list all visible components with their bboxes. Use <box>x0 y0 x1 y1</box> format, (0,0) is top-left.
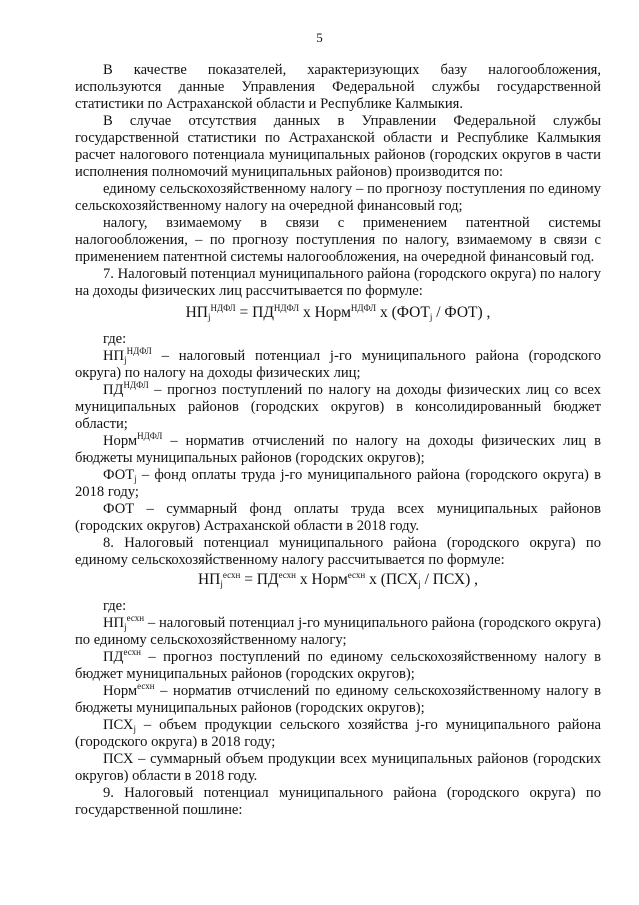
paragraph: В случае отсутствия данных в Управлении Федеральной службы государственной статистики по Астраханской области и Республике Калмыкия расчет налогового потенциала муниципальных районов (городских округов в части исполнения полномочий муниципальных районов) производится по: <box>75 113 601 180</box>
paragraph: 8. Налоговый потенциал муниципального района (городского округа) по единому сельскохозяйственному налогу рассчитывается по формуле: <box>75 535 601 568</box>
paragraph: налогу, взимаемому в связи с применением патентной системы налогообложения, – по прогнозу поступления по налогу, взимаемому в связи с применением патентной системы налогообложения, на очередной финансовый год. <box>75 215 601 265</box>
paragraph: единому сельскохозяйственному налогу – по прогнозу поступления по единому сельскохозяйственному налогу на очередной финансовый год; <box>75 181 601 214</box>
definition: Норм$^{НДФЛ}$ – норматив отчислений по налогу на доходы физических лиц в бюджеты муниципальных районов (городских округов); <box>75 431 601 466</box>
definition: $НП_j^{НДФЛ}$ – налоговый потенциал j-го муниципального района (городского округа) по налогу на доходы физических лиц; <box>75 346 601 381</box>
definition: Норм$^{есхн}$ – норматив отчислений по единому сельскохозяйственному налогу в бюджеты муниципальных районов (городских округов); <box>75 681 601 716</box>
definition: $ФОТ_j$ – фонд оплаты труда j-го муниципального района (городского округа) в 2018 году; <box>75 467 601 500</box>
formula-ndfl: $НП_j^{НДФЛ} = ПД^{НДФЛ}$ х Норм$^{НДФЛ}$ х $(ФОТ_j / ФОТ)$ , <box>185 303 491 322</box>
definition: $НП_j^{есхн}$ – налоговый потенциал j-го муниципального района (городского округа) по единому сельскохозяйственному налогу; <box>75 613 601 648</box>
page-body <box>75 62 601 819</box>
paragraph: 9. Налоговый потенциал муниципального района (городского округа) по государственной пошлине: <box>75 785 601 818</box>
paragraph: В качестве показателей, характеризующих базу налогообложения, используются данные Управления Федеральной службы государственной статистики по Астраханской области и Республике Калмыкия. <box>75 62 601 112</box>
definition: ФОТ – суммарный фонд оплаты труда всех муниципальных районов (городских округов) Астраханской области в 2018 году. <box>75 501 601 534</box>
definition: $ПСХ_j$ – объем продукции сельского хозяйства j-го муниципального района (городского округа) в 2018 году; <box>75 717 601 750</box>
definition: ПСХ – суммарный объем продукции всех муниципальных районов (городских округов) области в 2018 году. <box>75 751 601 784</box>
where-label: где: <box>103 331 127 347</box>
where-label: где: <box>103 598 127 614</box>
paragraph: 7. Налоговый потенциал муниципального района (городского округа) по налогу на доходы физических лиц рассчитывается по формуле: <box>75 266 601 299</box>
page-number: 5 <box>316 30 323 45</box>
formula-eskhn: $НП_j^{есхн} = ПД^{есхн}$ х Норм$^{есхн}$ х $(ПСХ_j / ПСХ)$ , <box>197 570 479 589</box>
definition: $ПД^{есхн}$ – прогноз поступлений по единому сельскохозяйственному налогу в бюджет муниципальных районов (городских округов); <box>75 647 601 682</box>
definition: $ПД^{НДФЛ}$ – прогноз поступлений по налогу на доходы физических лиц со всех муниципальных районов (городских округов) в консолидированный бюджет области; <box>75 380 601 432</box>
